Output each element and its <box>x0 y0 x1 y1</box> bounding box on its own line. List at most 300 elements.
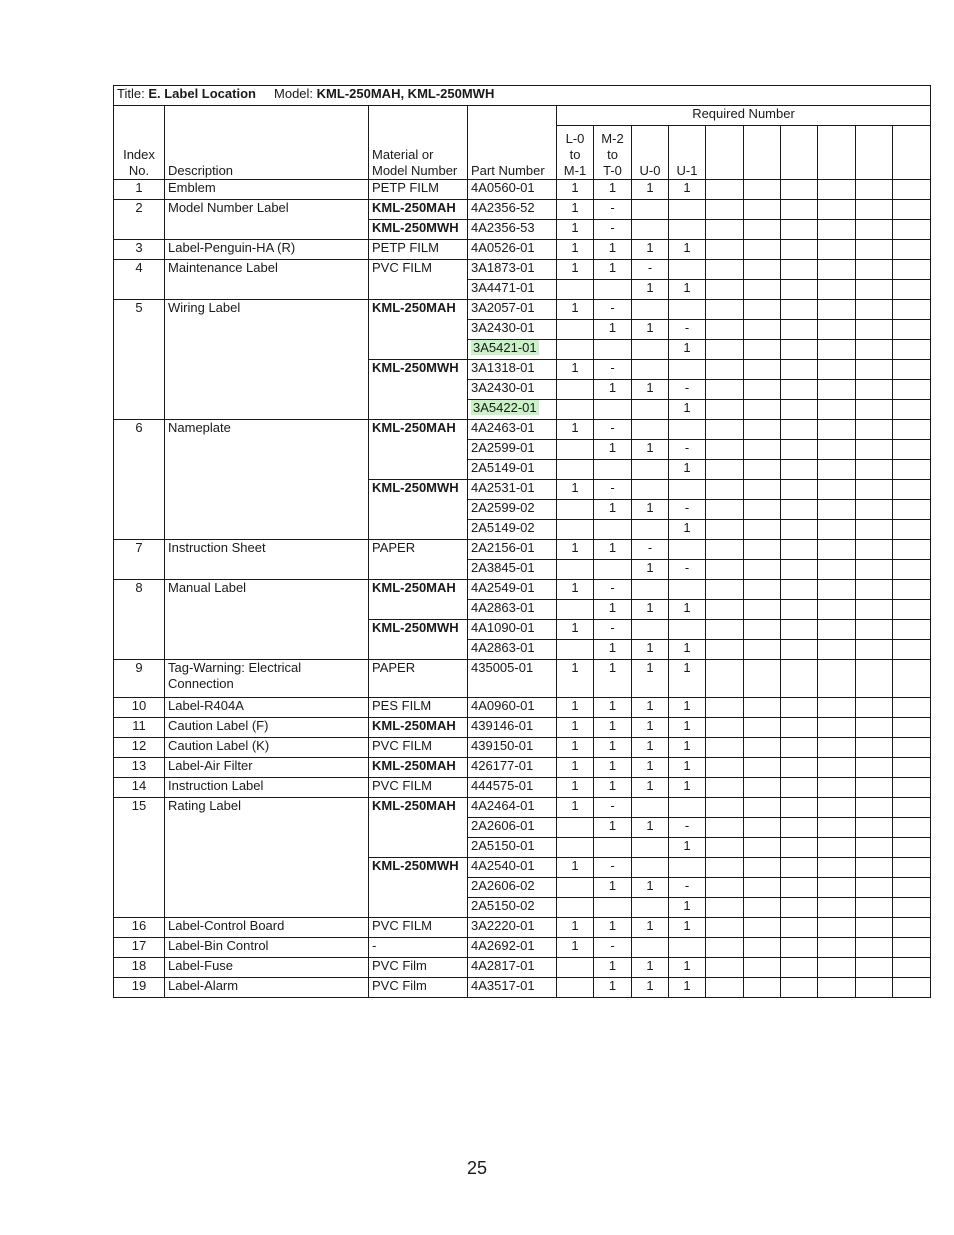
empty-cell <box>781 460 818 480</box>
empty-cell <box>706 778 744 798</box>
empty-cell <box>893 778 931 798</box>
empty-cell <box>706 978 744 998</box>
quantity-cell: 1 <box>557 580 594 600</box>
quantity-cell: - <box>594 220 632 240</box>
quantity-cell <box>632 898 669 918</box>
description-cell <box>165 360 369 380</box>
index-cell <box>114 480 165 500</box>
empty-cell <box>818 878 856 898</box>
quantity-cell: 1 <box>669 958 706 978</box>
index-cell: 5 <box>114 300 165 320</box>
quantity-cell: 1 <box>669 838 706 858</box>
quantity-cell <box>557 340 594 360</box>
quantity-cell: 1 <box>632 660 669 698</box>
empty-cell <box>706 878 744 898</box>
index-cell: 3 <box>114 240 165 260</box>
empty-cell <box>706 560 744 580</box>
empty-cell <box>818 520 856 540</box>
quantity-cell: 1 <box>594 978 632 998</box>
empty-cell <box>818 600 856 620</box>
empty-cell <box>744 420 781 440</box>
quantity-cell <box>632 838 669 858</box>
empty-cell <box>856 758 893 778</box>
description-cell: Label-Bin Control <box>165 938 369 958</box>
material-cell: PAPER <box>369 660 468 698</box>
empty-cell <box>856 280 893 300</box>
description-cell <box>165 818 369 838</box>
empty-cell <box>893 320 931 340</box>
quantity-cell: 1 <box>594 240 632 260</box>
material-cell <box>369 340 468 360</box>
quantity-cell: 1 <box>632 718 669 738</box>
quantity-cell <box>594 280 632 300</box>
description-cell <box>165 280 369 300</box>
material-header-line: Material or <box>372 147 434 162</box>
quantity-cell: 1 <box>632 738 669 758</box>
material-cell: KML-250MWH <box>369 360 468 380</box>
quantity-cell: 1 <box>594 918 632 938</box>
empty-cell <box>706 500 744 520</box>
index-cell <box>114 878 165 898</box>
empty-cell <box>856 898 893 918</box>
part-number-cell: 2A2599-01 <box>468 440 557 460</box>
quantity-cell <box>594 460 632 480</box>
part-number-cell: 444575-01 <box>468 778 557 798</box>
empty-cell <box>744 340 781 360</box>
table-row <box>114 380 931 400</box>
empty-cell <box>781 360 818 380</box>
material-cell <box>369 380 468 400</box>
empty-cell <box>856 380 893 400</box>
empty-cell <box>818 320 856 340</box>
empty-cell <box>818 698 856 718</box>
table-row <box>114 220 931 240</box>
table-row <box>114 898 931 918</box>
description-cell: Label-Air Filter <box>165 758 369 778</box>
quantity-cell: 1 <box>557 180 594 200</box>
table-row <box>114 540 931 560</box>
empty-cell <box>781 280 818 300</box>
empty-cell <box>893 878 931 898</box>
empty-cell <box>893 758 931 778</box>
empty-cell <box>781 660 818 698</box>
index-cell: 15 <box>114 798 165 818</box>
empty-cell <box>893 400 931 420</box>
empty-cell <box>893 718 931 738</box>
empty-cell <box>744 698 781 718</box>
part-number-cell: 2A2606-01 <box>468 818 557 838</box>
table-row <box>114 520 931 540</box>
empty-cell <box>818 718 856 738</box>
empty-cell <box>706 180 744 200</box>
empty-cell <box>744 200 781 220</box>
empty-cell <box>818 838 856 858</box>
quantity-cell: 1 <box>557 938 594 958</box>
empty-cell <box>706 420 744 440</box>
index-cell <box>114 858 165 878</box>
quantity-cell: 1 <box>557 200 594 220</box>
quantity-cell: 1 <box>594 718 632 738</box>
empty-cell <box>781 320 818 340</box>
quantity-cell: - <box>594 420 632 440</box>
material-cell: KML-250MAH <box>369 580 468 600</box>
empty-cell <box>818 420 856 440</box>
part-number-cell: 4A0526-01 <box>468 240 557 260</box>
quantity-cell <box>632 858 669 878</box>
empty-cell <box>781 380 818 400</box>
model-prefix: Model: <box>274 86 314 101</box>
material-cell: PVC FILM <box>369 260 468 280</box>
material-cell <box>369 400 468 420</box>
description-cell: Maintenance Label <box>165 260 369 280</box>
empty-cell <box>818 400 856 420</box>
empty-cell <box>744 898 781 918</box>
quantity-cell: 1 <box>594 660 632 698</box>
empty-cell <box>856 480 893 500</box>
empty-column-header <box>818 126 856 180</box>
part-number-cell: 426177-01 <box>468 758 557 778</box>
serial-range-line <box>632 131 668 147</box>
quantity-cell <box>557 818 594 838</box>
empty-cell <box>744 758 781 778</box>
empty-cell <box>856 340 893 360</box>
empty-cell <box>818 440 856 460</box>
empty-cell <box>856 878 893 898</box>
material-cell: KML-250MAH <box>369 300 468 320</box>
empty-cell <box>781 758 818 778</box>
quantity-cell <box>632 798 669 818</box>
description-cell <box>165 560 369 580</box>
quantity-cell <box>557 400 594 420</box>
table-row <box>114 340 931 360</box>
serial-range-header <box>594 126 632 180</box>
empty-cell <box>856 640 893 660</box>
description-cell <box>165 380 369 400</box>
quantity-cell: 1 <box>594 818 632 838</box>
empty-cell <box>818 500 856 520</box>
empty-cell <box>706 858 744 878</box>
table-row <box>114 240 931 260</box>
serial-range-line: to <box>569 147 581 162</box>
empty-cell <box>744 938 781 958</box>
table-row <box>114 778 931 798</box>
part-number-cell: 3A1873-01 <box>468 260 557 280</box>
material-cell <box>369 460 468 480</box>
quantity-cell: 1 <box>632 280 669 300</box>
empty-cell <box>706 918 744 938</box>
empty-cell <box>706 440 744 460</box>
empty-cell <box>706 260 744 280</box>
table-row <box>114 600 931 620</box>
empty-cell <box>706 300 744 320</box>
quantity-cell: - <box>594 480 632 500</box>
index-cell <box>114 440 165 460</box>
empty-cell <box>744 918 781 938</box>
quantity-cell: - <box>594 200 632 220</box>
quantity-cell: 1 <box>557 738 594 758</box>
quantity-cell: 1 <box>557 260 594 280</box>
serial-range-line: M-1 <box>563 163 587 178</box>
empty-cell <box>818 620 856 640</box>
title-name: E. Label Location <box>148 86 256 101</box>
description-cell <box>165 640 369 660</box>
description-cell <box>165 520 369 540</box>
quantity-cell: 1 <box>669 340 706 360</box>
material-cell: KML-250MWH <box>369 620 468 640</box>
empty-cell <box>744 360 781 380</box>
quantity-cell: - <box>594 798 632 818</box>
table-row <box>114 320 931 340</box>
part-number-cell: 439150-01 <box>468 738 557 758</box>
quantity-cell <box>669 798 706 818</box>
quantity-cell <box>632 340 669 360</box>
quantity-cell: 1 <box>557 718 594 738</box>
empty-cell <box>744 180 781 200</box>
empty-cell <box>893 698 931 718</box>
empty-cell <box>744 320 781 340</box>
header-blank <box>369 106 468 126</box>
empty-cell <box>856 798 893 818</box>
table-row <box>114 878 931 898</box>
index-cell <box>114 360 165 380</box>
quantity-cell: - <box>669 380 706 400</box>
quantity-cell: 1 <box>669 180 706 200</box>
empty-cell <box>893 918 931 938</box>
empty-cell <box>744 778 781 798</box>
part-number-cell: 4A2540-01 <box>468 858 557 878</box>
empty-cell <box>856 858 893 878</box>
empty-cell <box>706 958 744 978</box>
empty-cell <box>706 580 744 600</box>
part-number-cell: 4A2863-01 <box>468 640 557 660</box>
table-row <box>114 500 931 520</box>
empty-cell <box>781 200 818 220</box>
description-cell: Instruction Sheet <box>165 540 369 560</box>
empty-cell <box>744 480 781 500</box>
quantity-cell: 1 <box>557 620 594 640</box>
highlighted-part-number: 3A5422-01 <box>473 400 537 415</box>
quantity-cell: 1 <box>669 640 706 660</box>
empty-cell <box>818 340 856 360</box>
table-row <box>114 978 931 998</box>
part-number-cell: 3A2430-01 <box>468 320 557 340</box>
empty-cell <box>893 958 931 978</box>
material-cell <box>369 600 468 620</box>
quantity-cell <box>594 520 632 540</box>
empty-cell <box>706 718 744 738</box>
index-cell: 7 <box>114 540 165 560</box>
material-cell: - <box>369 938 468 958</box>
empty-cell <box>706 818 744 838</box>
empty-cell <box>744 380 781 400</box>
empty-cell <box>856 560 893 580</box>
quantity-cell: - <box>669 878 706 898</box>
quantity-cell: 1 <box>669 660 706 698</box>
quantity-cell: - <box>594 858 632 878</box>
quantity-cell: 1 <box>594 500 632 520</box>
quantity-cell <box>632 620 669 640</box>
empty-cell <box>781 540 818 560</box>
description-header: Description <box>165 126 369 180</box>
table-row <box>114 818 931 838</box>
empty-cell <box>781 600 818 620</box>
quantity-cell: 1 <box>632 758 669 778</box>
table-row <box>114 200 931 220</box>
quantity-cell <box>669 540 706 560</box>
index-header-line: Index <box>123 147 155 162</box>
index-cell: 17 <box>114 938 165 958</box>
empty-cell <box>856 260 893 280</box>
quantity-cell <box>557 958 594 978</box>
empty-cell <box>818 898 856 918</box>
quantity-cell: 1 <box>669 898 706 918</box>
quantity-cell <box>557 320 594 340</box>
quantity-cell: 1 <box>632 818 669 838</box>
part-number-cell: 2A5150-02 <box>468 898 557 918</box>
description-cell: Rating Label <box>165 798 369 818</box>
empty-cell <box>781 738 818 758</box>
quantity-cell <box>669 220 706 240</box>
index-cell: 4 <box>114 260 165 280</box>
description-cell: Label-R404A <box>165 698 369 718</box>
empty-cell <box>856 838 893 858</box>
empty-cell <box>706 600 744 620</box>
quantity-cell <box>594 340 632 360</box>
empty-cell <box>706 758 744 778</box>
description-cell <box>165 878 369 898</box>
quantity-cell: 1 <box>594 260 632 280</box>
part-number-cell: 4A0960-01 <box>468 698 557 718</box>
description-cell <box>165 400 369 420</box>
empty-cell <box>818 660 856 698</box>
empty-cell <box>818 580 856 600</box>
index-cell <box>114 340 165 360</box>
quantity-cell <box>669 260 706 280</box>
index-cell <box>114 640 165 660</box>
empty-cell <box>893 978 931 998</box>
material-cell: KML-250MWH <box>369 220 468 240</box>
empty-cell <box>744 958 781 978</box>
table-row <box>114 738 931 758</box>
empty-cell <box>818 360 856 380</box>
empty-cell <box>781 620 818 640</box>
empty-cell <box>856 620 893 640</box>
empty-cell <box>893 380 931 400</box>
empty-cell <box>856 938 893 958</box>
part-number-cell: 3A2057-01 <box>468 300 557 320</box>
material-cell <box>369 838 468 858</box>
material-cell <box>369 640 468 660</box>
empty-cell <box>856 580 893 600</box>
description-cell: Nameplate <box>165 420 369 440</box>
empty-cell <box>706 640 744 660</box>
empty-cell <box>893 440 931 460</box>
quantity-cell: 1 <box>557 858 594 878</box>
material-cell: PVC FILM <box>369 738 468 758</box>
material-cell: KML-250MAH <box>369 758 468 778</box>
quantity-cell: 1 <box>632 958 669 978</box>
empty-cell <box>706 620 744 640</box>
empty-cell <box>818 460 856 480</box>
empty-cell <box>706 540 744 560</box>
index-cell <box>114 380 165 400</box>
empty-cell <box>893 938 931 958</box>
empty-cell <box>706 220 744 240</box>
quantity-cell: - <box>632 540 669 560</box>
empty-cell <box>893 560 931 580</box>
quantity-cell: 1 <box>594 600 632 620</box>
empty-cell <box>856 600 893 620</box>
empty-cell <box>781 300 818 320</box>
empty-cell <box>744 738 781 758</box>
quantity-cell <box>632 300 669 320</box>
part-number-cell: 2A3845-01 <box>468 560 557 580</box>
material-cell: PVC FILM <box>369 918 468 938</box>
empty-cell <box>744 440 781 460</box>
description-cell <box>165 600 369 620</box>
part-number-cell: 2A5150-01 <box>468 838 557 858</box>
table-row <box>114 620 931 640</box>
quantity-cell <box>632 360 669 380</box>
empty-cell <box>856 200 893 220</box>
quantity-cell <box>557 460 594 480</box>
empty-cell <box>818 758 856 778</box>
empty-cell <box>818 220 856 240</box>
empty-cell <box>781 220 818 240</box>
table-row <box>114 280 931 300</box>
description-cell <box>165 460 369 480</box>
index-cell <box>114 500 165 520</box>
quantity-cell: 1 <box>632 240 669 260</box>
empty-cell <box>781 858 818 878</box>
quantity-cell: 1 <box>669 400 706 420</box>
material-cell: PAPER <box>369 540 468 560</box>
quantity-cell <box>632 480 669 500</box>
title-models: KML-250MAH, KML-250MWH <box>316 86 495 101</box>
part-number-cell: 4A2692-01 <box>468 938 557 958</box>
quantity-cell <box>669 580 706 600</box>
quantity-cell: 1 <box>594 320 632 340</box>
serial-range-header <box>632 126 669 180</box>
quantity-cell <box>557 280 594 300</box>
empty-cell <box>744 640 781 660</box>
quantity-cell <box>557 978 594 998</box>
quantity-cell <box>594 400 632 420</box>
table-row <box>114 858 931 878</box>
empty-cell <box>893 480 931 500</box>
quantity-cell: 1 <box>557 540 594 560</box>
empty-cell <box>893 360 931 380</box>
description-cell: Caution Label (K) <box>165 738 369 758</box>
material-cell: KML-250MAH <box>369 420 468 440</box>
empty-cell <box>744 500 781 520</box>
table-row <box>114 420 931 440</box>
empty-cell <box>856 778 893 798</box>
empty-cell <box>893 660 931 698</box>
quantity-cell: 1 <box>632 500 669 520</box>
quantity-cell <box>594 838 632 858</box>
material-cell <box>369 320 468 340</box>
part-number-cell: 3A2430-01 <box>468 380 557 400</box>
highlighted-part-number: 3A5421-01 <box>473 340 537 355</box>
empty-cell <box>856 698 893 718</box>
empty-cell <box>706 340 744 360</box>
empty-cell <box>818 640 856 660</box>
quantity-cell: 1 <box>557 660 594 698</box>
empty-cell <box>893 500 931 520</box>
empty-cell <box>893 240 931 260</box>
empty-cell <box>893 640 931 660</box>
